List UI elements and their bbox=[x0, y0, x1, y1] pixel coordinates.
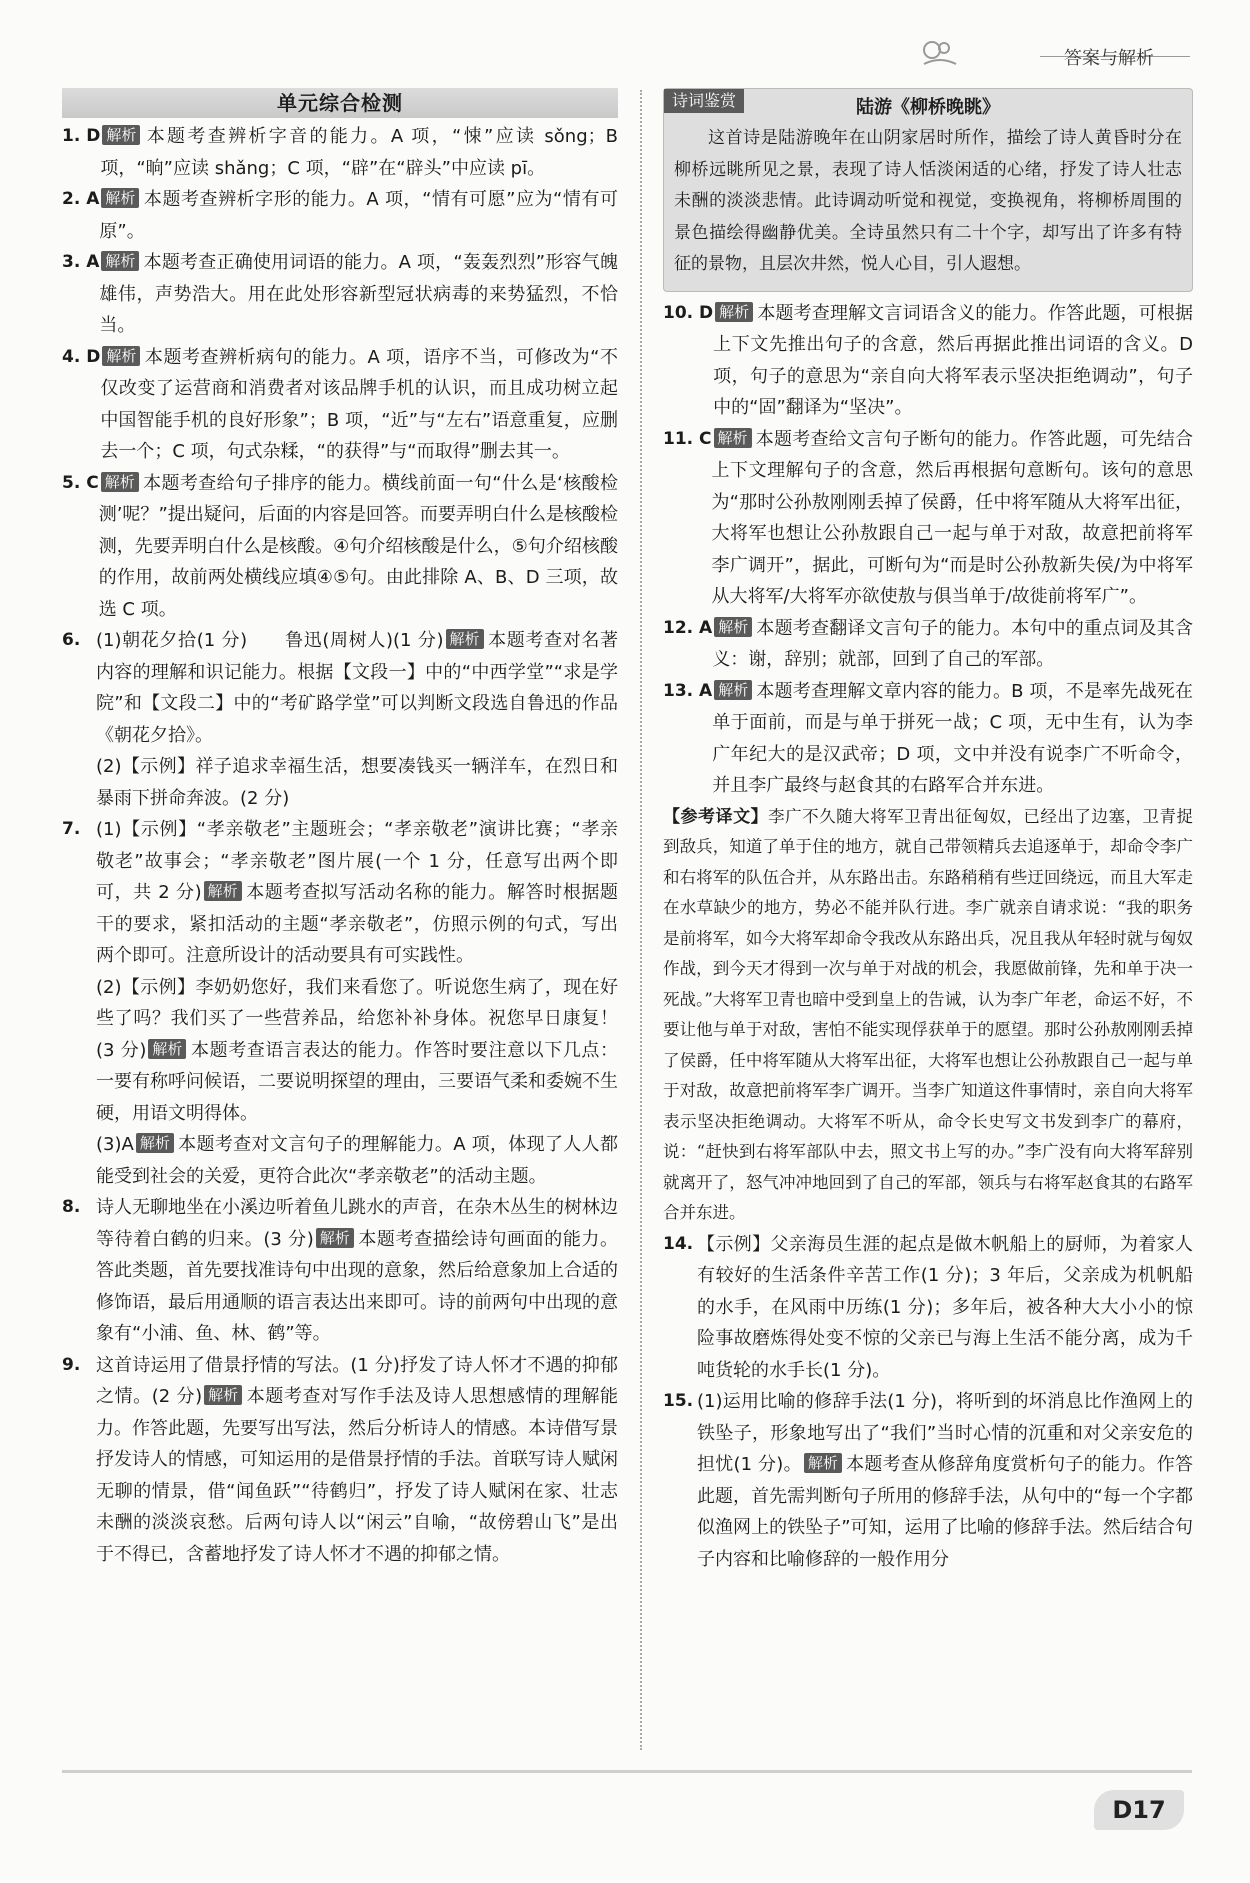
analysis-tag: 解析 bbox=[102, 346, 140, 366]
answer-text: (2)【示例】祥子追求幸福生活，想要凑钱买一辆洋车，在烈日和暴雨下拼命奔波。(2 分) bbox=[96, 756, 618, 809]
analysis-tag: 解析 bbox=[714, 680, 752, 700]
answer-number: 6. bbox=[62, 630, 81, 650]
answer-text: 本题考查理解文言词语含义的能力。作答此题，可根据上下文先推出句子的含意，然后再据此推出词语的含义。D 项，句子的意思为“亲自向大将军表示坚决拒绝调动”，句子中的“固”翻译为“坚决”。 bbox=[713, 302, 1193, 418]
left-column bbox=[62, 88, 618, 1570]
poem-text: 这首诗是陆游晚年在山阴家居时所作，描绘了诗人黄昏时分在柳桥远眺所见之景，表现了诗人恬淡闲适的心绪，抒发了诗人壮志未酬的淡淡悲情。此诗调动听觉和视觉，变换视角，将柳桥周围的景色描绘得幽静优美。全诗虽然只有二十个字，却写出了许多有特征的景物，且层次井然，悦人心目，引人遐想。 bbox=[674, 128, 1182, 274]
answer-text: 本题考查给句子排序的能力。横线前面一句“什么是‘核酸检测’呢？”提出疑问，后面的内容是回答。而要弄明白什么是核酸检测，先要弄明白什么是核酸。④句介绍核酸是什么，⑤句介绍核酸的作用，故前两处横线应填④⑤句。由此排除 A、B、D 三项，故选 C 项。 bbox=[98, 472, 618, 620]
answer-item-5 bbox=[62, 468, 618, 626]
answer-number: 3. A bbox=[62, 252, 100, 272]
answer-text: 诗人无聊地坐在小溪边听着鱼儿跳水的声音，在杂木丛生的树林边等待着白鹤的归来。(3 分) bbox=[96, 1197, 618, 1250]
answer-number: 4. D bbox=[62, 346, 101, 367]
answer-text: 本题考查对写作手法及诗人思想感情的理解能力。作答此题，先要写出写法，然后分析诗人的情感。本诗借写景抒发诗人的情感，可知运用的是借景抒情的手法。首联写诗人赋闲无聊的情景，借“闻鱼跃”“待鹤归”，抒发了诗人赋闲在家、壮志未酬的淡淡哀愁。后两句诗人以“闲云”自喻，“故傍碧山飞”是出于不得已，含蓄地抒发了诗人怀才不遇的抑郁之情。 bbox=[96, 1386, 618, 1565]
answer-text: 本题考查辨析字形的能力。A 项，“情有可愿”应为“情有可原”。 bbox=[99, 189, 618, 242]
answer-item-9 bbox=[62, 1350, 618, 1571]
answer-number: 12. A bbox=[663, 617, 713, 638]
poem-tag: 诗词鉴赏 bbox=[664, 89, 744, 113]
answer-number: 9. bbox=[62, 1354, 81, 1375]
answer-text: 本题考查对文言句子的理解能力。A 项，体现了人人都能受到社会的关爱，更符合此次“孝亲敬老”的活动主题。 bbox=[96, 1134, 618, 1187]
answer-number: 11. C bbox=[663, 428, 712, 449]
analysis-tag: 解析 bbox=[101, 472, 139, 492]
answer-text: (1)【示例】“孝亲敬老”主题班会；“孝亲敬老”演讲比赛；“孝亲敬老”故事会；“孝亲敬老”图片展(一个 1 分，任意写出两个即可，共 2 分) bbox=[96, 819, 618, 903]
doodle-icon bbox=[920, 38, 960, 68]
analysis-tag: 解析 bbox=[204, 1385, 242, 1405]
answer-item-3 bbox=[62, 247, 618, 342]
answer-body bbox=[100, 342, 618, 468]
answer-item-10 bbox=[663, 298, 1193, 424]
answer-item-6 bbox=[62, 625, 618, 814]
poem-title: 陆游《柳桥晚眺》 bbox=[856, 97, 1000, 118]
answer-number: 1. D bbox=[62, 126, 101, 146]
answer-body bbox=[697, 1386, 1193, 1575]
analysis-tag: 解析 bbox=[804, 1453, 842, 1473]
answer-number: 7. bbox=[62, 819, 81, 839]
analysis-tag: 解析 bbox=[101, 188, 139, 208]
analysis-tag: 解析 bbox=[714, 617, 752, 637]
answer-body bbox=[99, 184, 618, 247]
answer-text: 本题考查理解文章内容的能力。B 项，不是率先战死在单于面前，而是与单于拼死一战；C 项，无中生有，认为李广年纪大的是汉武帝；D 项，文中并没有说李广不听命令，并且李广最终与赵食其的右路军合并东进。 bbox=[712, 680, 1193, 796]
footer-rule bbox=[62, 1770, 1192, 1773]
answer-text: 本题考查对名著内容的理解和识记能力。根据【文段一】中的“中西学堂”“求是学院”和【文段二】中的“考矿路学堂”可以判断文段选自鲁迅的作品《朝花夕拾》。 bbox=[96, 630, 618, 746]
answer-body bbox=[713, 298, 1193, 424]
answer-item-11 bbox=[663, 424, 1193, 613]
translation-text: 李广不久随大将军卫青出征匈奴，已经出了边塞，卫青捉到敌兵，知道了单于住的地方，就自己带领精兵去追逐单于，却命令李广和右将军的队伍合并，从东路出击。东路稍稍有些迂回绕远，而且大军走在水草缺少的地方，势必不能并队行进。李广就亲自请求说：“我的职务是前将军，如今大将军却命令我改从东路出兵，况且我从年轻时就与匈奴作战，到今天才得到一次与单于对战的机会，我愿做前锋，先和单于决一死战。”大将军卫青也暗中受到皇上的告诫，认为李广年老，命运不好，不要让他与单于对敌，害怕不能实现俘获单于的愿望。那时公孙敖刚刚丢掉了侯爵，任中将军随从大将军出征，大将军也想让公孙敖跟自己一起与单于对敌，故意把前将军李广调开。当李广知道这件事情时，亲自向大将军表示坚决拒绝调动。大将军不听从，命令长史写文书发到李广的幕府，说：“赶快到右将军部队中去，照文书上写的办。”李广没有向大将军辞别就离开了，怒气冲冲地回到了自己的军部，领兵与右将军赵食其的右路军合并东进。 bbox=[663, 806, 1194, 1222]
answer-body bbox=[99, 247, 618, 342]
answer-item-8 bbox=[62, 1192, 618, 1350]
poem-appreciation-box bbox=[663, 88, 1193, 292]
answer-number: 14. bbox=[663, 1233, 694, 1254]
answer-body bbox=[100, 121, 618, 184]
answer-text: 本题考查描绘诗句画面的能力。答此类题，首先要找准诗句中出现的意象，然后给意象加上合适的修饰语，最后用通顺的语言表达出来即可。诗的前两句中出现的意象有“小浦、鱼、林、鹤”等。 bbox=[96, 1228, 619, 1344]
answer-text: 本题考查辨析病句的能力。A 项，语序不当，可修改为“不仅改变了运营商和消费者对该品牌手机的认识，而且成功树立起中国智能手机的良好形象”；B 项，“近”与“左右”语意重复，应删去一个；C 项，句式杂糅，“的获得”与“而取得”删去其一。 bbox=[100, 346, 618, 462]
answer-body bbox=[96, 1192, 618, 1350]
answer-number: 5. C bbox=[62, 472, 99, 493]
answer-text: 本题考查翻译文言句子的能力。本句中的重点词及其含义：谢，辞别；就部，回到了自己的军部。 bbox=[712, 617, 1193, 670]
section-title: 单元综合检测 bbox=[62, 88, 618, 118]
translation-lead: 【参考译文】 bbox=[663, 806, 769, 827]
answer-number: 2. A bbox=[62, 189, 100, 209]
answer-item-14 bbox=[663, 1229, 1193, 1387]
right-column bbox=[663, 88, 1193, 1575]
analysis-tag: 解析 bbox=[204, 881, 242, 901]
answer-body bbox=[99, 468, 618, 626]
answer-body bbox=[712, 424, 1193, 613]
answer-item-12 bbox=[663, 613, 1193, 676]
analysis-tag: 解析 bbox=[446, 629, 484, 649]
answer-text: 【示例】父亲海员生涯的起点是做木帆船上的厨师，为着家人有较好的生活条件辛苦工作(1 分)；3 年后，父亲成为机帆船的水手，在风雨中历练(1 分)；多年后，被各种大大小小的惊险事故磨炼得处变不惊的父亲已与海上生活不能分离，成为千吨货轮的水手长(1 分)。 bbox=[697, 1233, 1193, 1381]
answer-number: 8. bbox=[62, 1197, 81, 1217]
analysis-tag: 解析 bbox=[316, 1228, 354, 1248]
answer-number: 13. A bbox=[663, 680, 713, 701]
answer-text: 本题考查正确使用词语的能力。A 项，“轰轰烈烈”形容气魄雄伟，声势浩大。用在此处形容新型冠状病毒的来势猛烈，不恰当。 bbox=[99, 252, 618, 336]
analysis-tag: 解析 bbox=[136, 1133, 174, 1153]
analysis-tag: 解析 bbox=[101, 251, 139, 271]
analysis-tag: 解析 bbox=[714, 428, 752, 448]
header-label: 答案与解析 bbox=[1064, 48, 1154, 69]
answer-text: 这首诗运用了借景抒情的写法。(1 分)抒发了诗人怀才不遇的抑郁之情。(2 分) bbox=[96, 1354, 618, 1407]
page-number-badge: D17 bbox=[1094, 1790, 1184, 1830]
answer-text: 本题考查辨析字音的能力。A 项，“悚”应读 sǒng；B 项，“晌”应读 shǎng；C 项，“辟”在“辟头”中应读 pī。 bbox=[100, 126, 618, 179]
answer-text: 本题考查从修辞角度赏析句子的能力。作答此题，首先需判断句子所用的修辞手法，从句中的“每一个字都似渔网上的铁坠子”可知，运用了比喻的修辞手法。然后结合句子内容和比喻修辞的一般作用分 bbox=[697, 1454, 1193, 1570]
answer-text: 本题考查给文言句子断句的能力。作答此题，可先结合上下文理解句子的含意，然后再根据句意断句。该句的意思为“那时公孙敖刚刚丢掉了侯爵，任中将军随从大将军出征，大将军也想让公孙敖跟自己一起与单于对敌，故意把前将军李广调开”，据此，可断句为“而是时公孙敖新失侯/为中将军从大将军/大将军亦欲使敖与俱当单于/故徙前将军广”。 bbox=[711, 428, 1193, 607]
answer-text: 本题考查语言表达的能力。作答时要注意以下几点：一要有称呼问候语，二要说明探望的理由，三要语气柔和委婉不生硬，用语文明得体。 bbox=[96, 1039, 619, 1124]
answer-body bbox=[712, 676, 1193, 802]
answer-number: 15. bbox=[663, 1391, 694, 1411]
answer-item-7 bbox=[62, 814, 618, 1192]
answer-body bbox=[712, 613, 1193, 676]
answer-item-13 bbox=[663, 676, 1193, 802]
answer-body bbox=[96, 814, 618, 1192]
reference-translation bbox=[663, 802, 1193, 1229]
answer-body bbox=[96, 1350, 618, 1571]
answer-text: (1)朝花夕拾(1 分) 鲁迅(周树人)(1 分) bbox=[96, 630, 444, 651]
analysis-tag: 解析 bbox=[148, 1039, 186, 1059]
column-divider bbox=[640, 90, 642, 1750]
answer-item-15 bbox=[663, 1386, 1193, 1575]
answer-text: (2)【示例】李奶奶您好，我们来看您了。听说您生病了，现在好些了吗？我们买了一些营养品，给您补补身体。祝您早日康复！(3 分) bbox=[96, 976, 618, 1061]
answer-number: 10. D bbox=[663, 302, 714, 323]
answer-item-1 bbox=[62, 121, 618, 184]
analysis-tag: 解析 bbox=[102, 125, 140, 145]
analysis-tag: 解析 bbox=[715, 302, 753, 322]
answer-text: 本题考查拟写活动名称的能力。解答时根据题干的要求，紧扣活动的主题“孝亲敬老”，仿照示例的句式，写出两个即可。注意所设计的活动要具有可实践性。 bbox=[96, 882, 618, 966]
answer-item-4 bbox=[62, 342, 618, 468]
answer-text: (3)A bbox=[96, 1134, 134, 1155]
answer-item-2 bbox=[62, 184, 618, 247]
answer-body bbox=[96, 625, 618, 814]
answer-text: (1)运用比喻的修辞手法(1 分)，将听到的坏消息比作渔网上的铁坠子，形象地写出了“我们”当时心情的沉重和对父亲安危的担忧(1 分)。 bbox=[697, 1391, 1193, 1475]
